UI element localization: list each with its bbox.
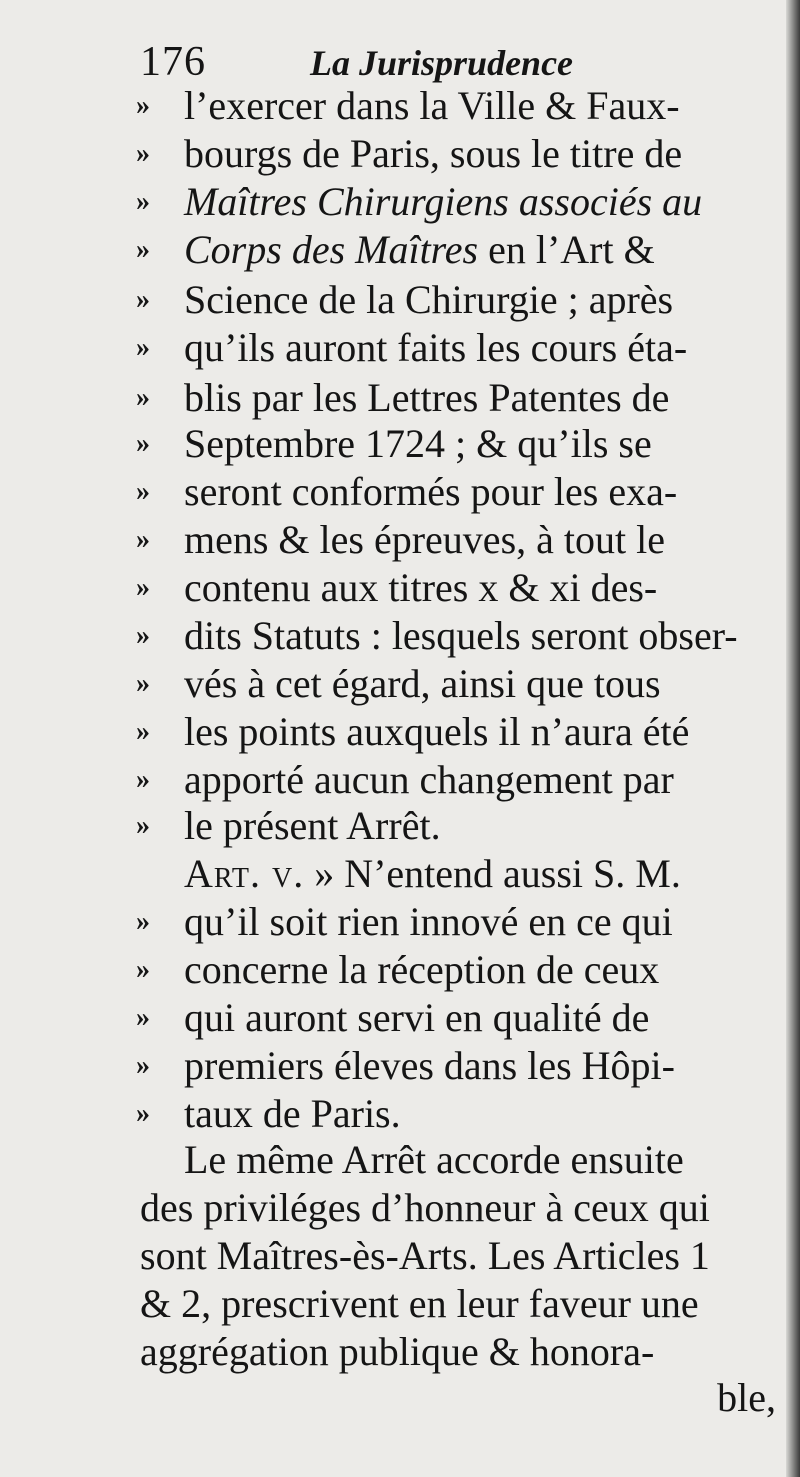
quote-mark: » <box>136 572 150 603</box>
line-text: Corps des Maîtres en l’Art & <box>184 227 655 272</box>
line-text: mens & les épreuves, à tout le <box>184 517 665 562</box>
quote-mark: » <box>136 1098 150 1129</box>
line-text: vés à cet égard, ainsi que tous <box>184 661 661 706</box>
line-text: sont Maîtres-ès-Arts. Les Articles 1 <box>140 1233 710 1278</box>
line-text: dits Statuts : lesquels seront obser- <box>184 613 738 658</box>
quote-mark: » <box>136 428 150 459</box>
quote-mark: » <box>136 284 150 315</box>
quote-mark: » <box>136 90 150 121</box>
line-text: seront conformés pour les exa- <box>184 469 678 514</box>
line-text: contenu aux titres x & xi des- <box>184 565 658 610</box>
quote-mark: » <box>136 810 150 841</box>
line-text: qui auront servi en qualité de <box>184 995 650 1040</box>
line-text: Septembre 1724 ; & qu’ils se <box>184 421 652 466</box>
line-text: les points auxquels il n’aura été <box>184 709 690 754</box>
line-text: aggrégation publique & honora- <box>140 1329 655 1374</box>
line-text: l’exercer dans la Ville & Faux- <box>184 83 680 128</box>
line-text: des priviléges d’honneur à ceux qui <box>140 1185 710 1230</box>
quote-mark: » <box>136 620 150 651</box>
page-edge-shadow <box>786 0 800 1477</box>
line-text: Le même Arrêt accorde ensuite <box>184 1137 684 1182</box>
quote-mark: » <box>136 716 150 747</box>
line-text: Art. v. » N’entend aussi S. M. <box>184 851 681 896</box>
quote-mark: » <box>136 186 150 217</box>
line-text: premiers éleves dans les Hôpi- <box>184 1043 675 1088</box>
quote-mark: » <box>136 668 150 699</box>
line-text: ble, <box>717 1375 776 1420</box>
line-text: blis par les Lettres Patentes de <box>184 375 670 420</box>
line-text: le présent Arrêt. <box>184 803 441 848</box>
line-text: qu’ils auront faits les cours éta- <box>184 325 688 370</box>
line-text: Science de la Chirurgie ; après <box>184 277 674 322</box>
quote-mark: » <box>136 476 150 507</box>
quote-mark: » <box>136 1002 150 1033</box>
quote-mark: » <box>136 1050 150 1081</box>
line-text: & 2, prescrivent en leur faveur une <box>140 1281 699 1326</box>
quote-mark: » <box>136 382 150 413</box>
line-text: taux de Paris. <box>184 1091 401 1136</box>
quote-mark: » <box>136 332 150 363</box>
page-number: 176 <box>140 39 206 85</box>
line-text: apporté aucun changement par <box>184 757 674 802</box>
line-text: concerne la réception de ceux <box>184 947 660 992</box>
line-text: qu’il soit rien innové en ce qui <box>184 899 673 944</box>
running-title: La Jurisprudence <box>310 43 574 83</box>
quote-mark: » <box>136 906 150 937</box>
line-text: bourgs de Paris, sous le titre de <box>184 131 683 176</box>
line-text: Maîtres Chirurgiens associés au <box>184 179 703 224</box>
quote-mark: » <box>136 234 150 265</box>
quote-mark: » <box>136 524 150 555</box>
quote-mark: » <box>136 954 150 985</box>
quote-mark: » <box>136 764 150 795</box>
quote-mark: » <box>136 138 150 169</box>
